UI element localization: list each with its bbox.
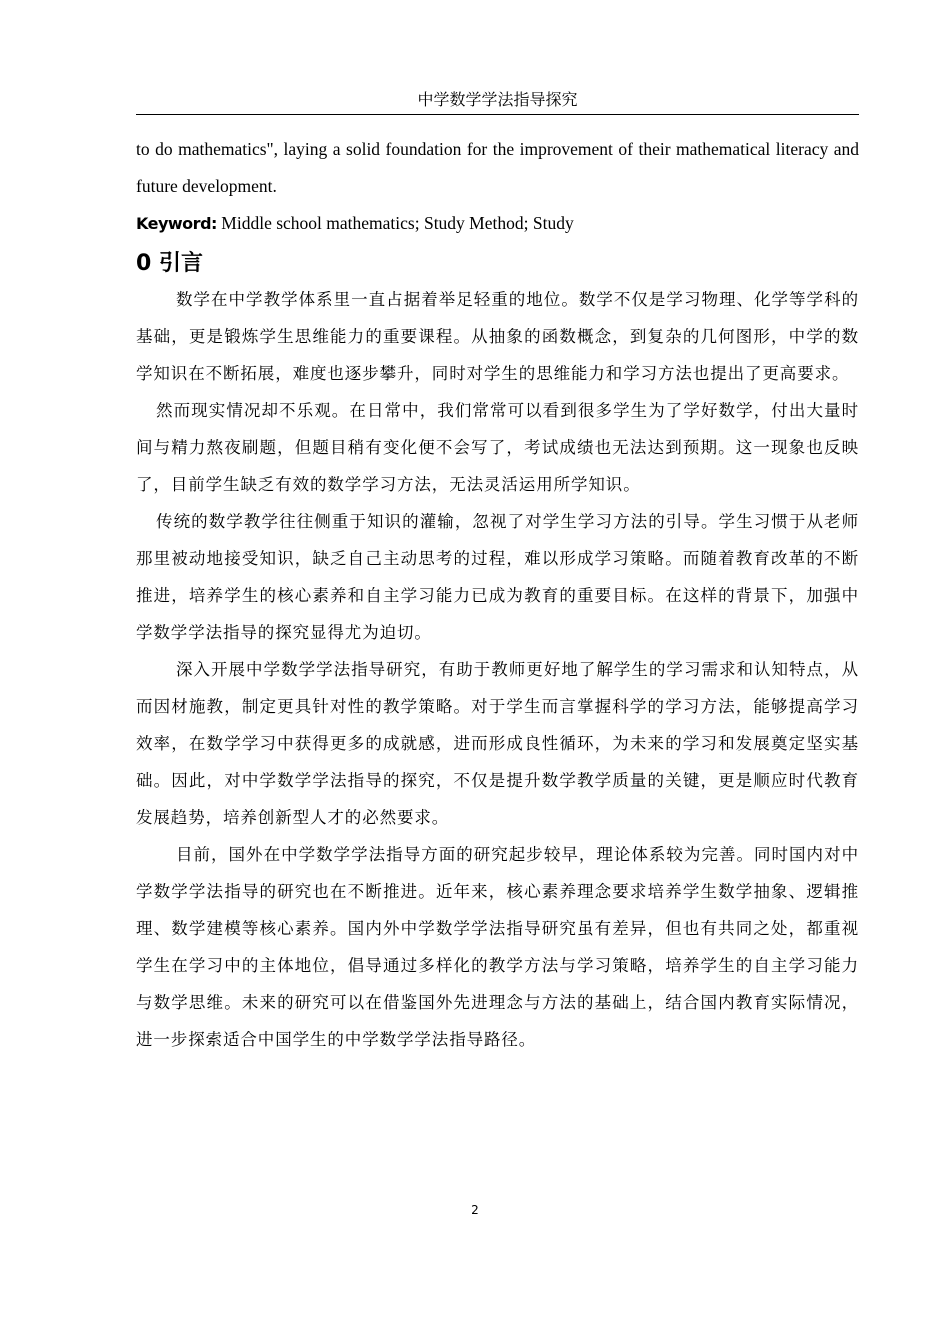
- paragraph-3: 传统的数学教学往往侧重于知识的灌输，忽视了对学生学习方法的引导。学生习惯于从老师那里被动地接受知识，缺乏自己主动思考的过程，难以形成学习策略。而随着教育改革的不断推进，培养学生的核心素养和自主学习能力已成为教育的重要目标。在这样的背景下，加强中学数学学法指导的探究显得尤为迫切。: [136, 512, 859, 642]
- paragraph-2: 然而现实情况却不乐观。在日常中，我们常常可以看到很多学生为了学好数学，付出大量时间与精力熬夜刷题，但题目稍有变化便不会写了，考试成绩也无法达到预期。这一现象也反映了，目前学生缺乏有效的数学学习方法，无法灵活运用所学知识。: [136, 401, 859, 494]
- keyword-label: Keyword:: [136, 214, 217, 233]
- section-heading: 0 引言: [136, 251, 203, 276]
- abstract-continuation: to do mathematics", laying a solid foundation for the improvement of their mathematical literacy and future development.: [136, 139, 859, 196]
- running-header: 中学数学学法指导探究: [417, 90, 578, 109]
- page-number: 2: [471, 1203, 479, 1217]
- keyword-line: [136, 205, 859, 242]
- paragraph-5: 目前，国外在中学数学学法指导方面的研究起步较早，理论体系较为完善。同时国内对中学数学学法指导的研究也在不断推进。近年来，核心素养理念要求培养学生数学抽象、逻辑推理、数学建模等核心素养。国内外中学数学学法指导研究虽有差异，但也有共同之处，都重视学生在学习中的主体地位，倡导通过多样化的教学方法与学习策略，培养学生的自主学习能力与数学思维。未来的研究可以在借鉴国外先进理念与方法的基础上，结合国内教育实际情况，进一步探索适合中国学生的中学数学学法指导路径。: [136, 845, 859, 1049]
- keyword-list: Middle school mathematics; Study Method; Study: [216, 213, 574, 233]
- paragraph-4: 深入开展中学数学学法指导研究，有助于教师更好地了解学生的学习需求和认知特点，从而因材施教，制定更具针对性的教学策略。对于学生而言掌握科学的学习方法，能够提高学习效率，在数学学习中获得更多的成就感，进而形成良性循环，为未来的学习和发展奠定坚实基础。因此，对中学数学学法指导的探究，不仅是提升数学教学质量的关键，更是顺应时代教育发展趋势，培养创新型人才的必然要求。: [136, 660, 859, 827]
- header-rule: [136, 114, 859, 115]
- paragraph-1: 数学在中学教学体系里一直占据着举足轻重的地位。数学不仅是学习物理、化学等学科的基础，更是锻炼学生思维能力的重要课程。从抽象的函数概念，到复杂的几何图形，中学的数学知识在不断拓展，难度也逐步攀升，同时对学生的思维能力和学习方法也提出了更高要求。: [136, 290, 859, 383]
- page-body: [136, 131, 859, 1058]
